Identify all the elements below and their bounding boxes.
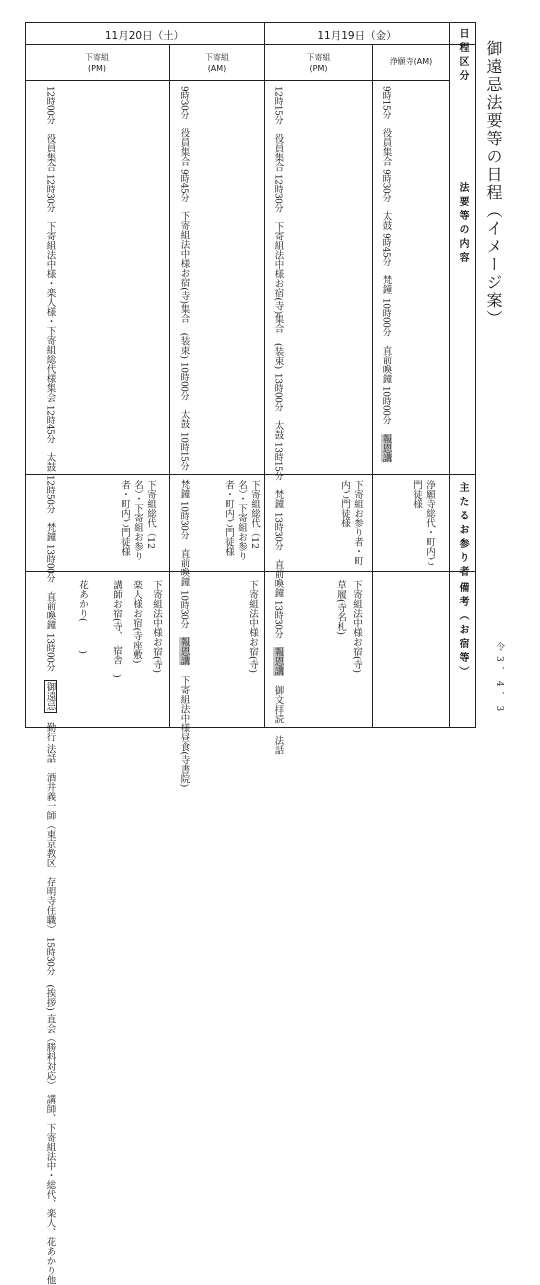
notes-c1-b: 楽人様お宿(寺座敷) bbox=[131, 580, 142, 664]
visitors-c1: 下寄組総代（12名）・下寄組お参り者・町内ご門徒様 bbox=[119, 480, 156, 561]
header-group3-sub: (PM) bbox=[309, 64, 328, 73]
header-day2: 11月19日（金） bbox=[317, 30, 397, 42]
notes-c3-a: 下寄組法中様お宿(寺) bbox=[351, 580, 362, 673]
schedule-entry: 13時30分 報恩講 御文拝読 bbox=[272, 600, 284, 724]
rule-v-rowhdr bbox=[449, 22, 450, 728]
schedule-entry: 10時00分 太鼓 bbox=[178, 362, 190, 429]
schedule-entry: 10時30分 報恩講 下寄組法中様昼食(寺書院) bbox=[178, 589, 190, 787]
header-group4: 浄願寺(AM) bbox=[389, 57, 433, 66]
schedule-entry: 10時00分 直前喚鐘 bbox=[380, 297, 392, 384]
rule-h1 bbox=[25, 44, 476, 45]
schedule-col-shimoyori-pm-19 bbox=[272, 86, 284, 755]
schedule-entry: 9時15分 役員集合 bbox=[380, 86, 392, 167]
schedule-entry: 12時00分 役員集合 bbox=[44, 86, 56, 172]
schedule-entry: 9時45分 梵鐘 bbox=[380, 233, 392, 295]
schedule-entry: 12時30分 下寄組法中様・楽人様・下寄組総代様集会 bbox=[44, 174, 56, 403]
schedule-col-shimoyori-pm-20 bbox=[44, 86, 56, 1285]
visitors-c3: 下寄組お参り者・町内ご門徒様 bbox=[339, 480, 363, 566]
visitors-c4: 浄願寺総代・町内ご門徒様 bbox=[411, 480, 435, 566]
notes-c2-a: 下寄組法中様お宿(寺) bbox=[247, 580, 258, 673]
schedule-entry: 12時45分 太鼓 bbox=[44, 405, 56, 472]
notes-c1-a: 下寄組法中様お宿(寺) bbox=[151, 580, 162, 673]
schedule-entry: 10時30分 直前喚鐘 bbox=[178, 501, 190, 587]
schedule-entry: 9時45分 下寄組法中様お宿(寺)集合 (装束) bbox=[178, 169, 190, 360]
notes-c3-b: 草履(寺名札) bbox=[335, 580, 346, 635]
schedule-entry: 9時30分 役員集合 bbox=[178, 86, 190, 167]
row-label-visitors: 主たるお参り者 bbox=[457, 482, 468, 580]
goenki-box: 御遠忌 bbox=[44, 682, 56, 711]
visitors-c2: 下寄組総代（12名）・下寄組お参り者・町内ご門徒様 bbox=[223, 480, 260, 561]
header-group2-sub: (AM) bbox=[207, 64, 227, 73]
schedule-entry: 法話 酒井義一師（東京教区 存明寺住職） bbox=[44, 744, 56, 935]
header-group1-sub: (PM) bbox=[88, 64, 106, 73]
rule-v-group3 bbox=[372, 44, 373, 728]
schedule-entry: 15時30分 (挨拶) bbox=[44, 937, 56, 1011]
rule-v-day-split bbox=[264, 22, 265, 728]
schedule-entry: 13時00分 御遠忌 勤行 bbox=[44, 632, 56, 742]
row-label-schedule: 法要等の内容 bbox=[457, 182, 468, 266]
row-label-kubun: 日程区分 bbox=[457, 28, 468, 84]
notes-c1-d: 花あかり( ) bbox=[77, 580, 88, 654]
schedule-entry: 13時00分 太鼓 bbox=[272, 372, 284, 440]
schedule-entry: 12時15分 役員集合 bbox=[272, 86, 284, 172]
schedule-entry: 13時15分 梵鐘 bbox=[272, 442, 284, 509]
header-group1 bbox=[25, 52, 169, 74]
hoonko-highlight: 報恩講 bbox=[272, 647, 284, 676]
schedule-entry: 13時30分 直前喚鐘 bbox=[272, 511, 284, 597]
schedule-entry: 直会（勝料対応） 講師、下寄組法中・総代、楽人、花あかり他 bbox=[44, 1014, 56, 1285]
header-group3-name: 下寄組 bbox=[306, 53, 331, 62]
schedule-col-shimoyori-am-20 bbox=[178, 86, 190, 787]
notes-c1-c: 講師お宿(寺、 宿舎 ) bbox=[111, 580, 122, 678]
rule-h4 bbox=[25, 571, 476, 572]
header-group2-name: 下寄組 bbox=[205, 53, 229, 62]
schedule-entry: 10時00分 報恩講 bbox=[380, 386, 392, 462]
hoonko-highlight: 報恩講 bbox=[178, 636, 190, 666]
schedule-entry: 13時00分 直前喚鐘 bbox=[44, 544, 56, 630]
schedule-entry: 12時30分 下寄組法中様お宿(寺)集合 (装束) bbox=[272, 174, 284, 370]
header-day1: 11月20日（土） bbox=[104, 30, 185, 42]
rule-h2 bbox=[25, 80, 449, 81]
header-group2 bbox=[170, 52, 264, 74]
header-group1-name: 下寄組 bbox=[85, 53, 109, 62]
rule-v-group1 bbox=[169, 44, 170, 728]
rule-h3 bbox=[25, 474, 476, 475]
schedule-entry: 9時30分 太鼓 bbox=[380, 169, 392, 231]
hoonko-highlight: 報恩講 bbox=[380, 433, 392, 462]
date-note: 令3、4、3 bbox=[494, 642, 504, 717]
schedule-entry: 10時15分 梵鐘 bbox=[178, 431, 190, 499]
schedule-col-jouganji bbox=[380, 86, 392, 466]
row-label-notes: 備考（お宿等） bbox=[457, 582, 468, 680]
header-group3 bbox=[265, 52, 372, 74]
schedule-entry: 法話 bbox=[272, 735, 284, 755]
schedule-entry: 12時50分 梵鐘 bbox=[44, 474, 56, 542]
page-title: 御遠忌法要等の日程（イメージ案） bbox=[484, 40, 503, 328]
